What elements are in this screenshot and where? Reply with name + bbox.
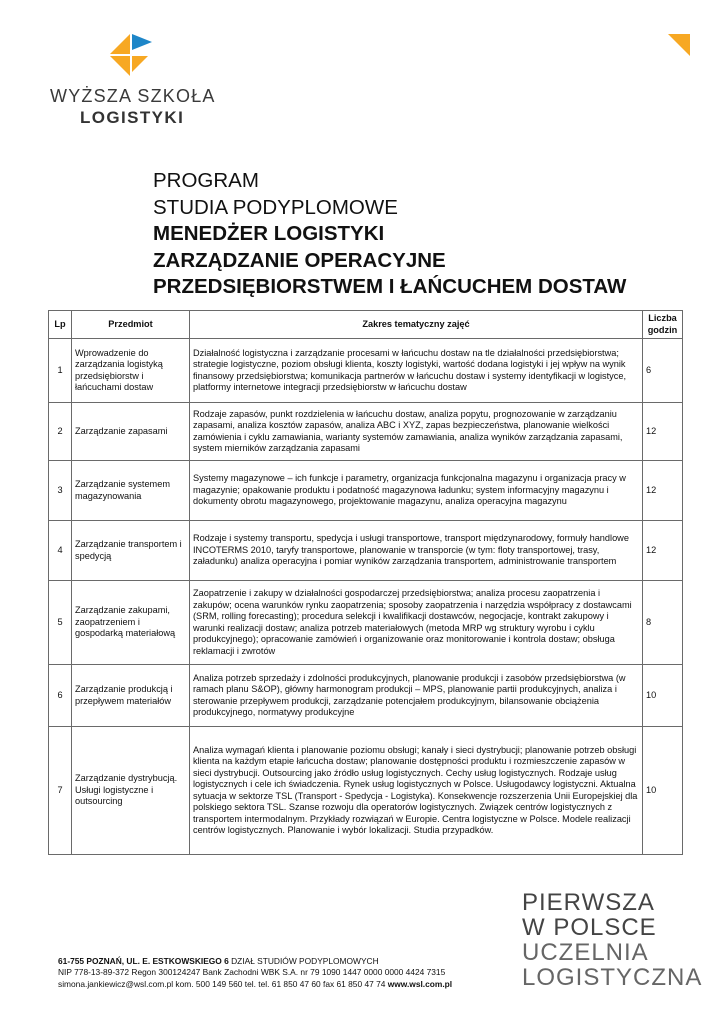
row-lp: 7 bbox=[49, 727, 72, 855]
header-subject: Przedmiot bbox=[72, 311, 190, 339]
footer-contact-numbers: simona.jankiewicz@wsl.com.pl kom. 500 149 560 tel. tel. 61 850 47 60 fax 61 850 47 74 bbox=[58, 978, 388, 989]
row-scope: Działalność logistyczna i zarządzanie procesami w łańcuchu dostaw na tle działalności przedsiębiorstwa; strategie logistyczne, poziom obsługi klienta, koszty logistyki, wartość dodana logistyki i jej wpływ na wynik finansowy przedsiębiorstwa; komunikacja partnerów w łańcuchu dostaw i systemy identyfikacji w logistyce, platformy internetowe integracji przedsiębiorstw w łańcuchu dostaw bbox=[190, 339, 643, 403]
school-logo bbox=[50, 30, 216, 130]
program-title bbox=[153, 168, 693, 301]
title-line-enterprise: PRZEDSIĘBIORSTWEM I ŁAŃCUCHEM DOSTAW bbox=[153, 275, 627, 298]
slogan-line2: W POLSCE bbox=[522, 914, 657, 941]
logo-text-line2: LOGISTYKI bbox=[80, 108, 185, 127]
footer-website-link[interactable]: www.wsl.com.pl bbox=[387, 978, 453, 989]
row-scope: Analiza wymagań klienta i planowanie poziomu obsługi; kanały i sieci dystrybucji; planowanie potrzeb obsługi klienta na każdym etapie łańcucha dostaw; planowanie dostępności produktu i rozmieszczenie zapasów w sieci dystrybucji. Outsourcing jako źródło usług logistycznych. Cechy usług logistycznych. Rodzaje usług logistycznych i cele ich świadczenia. Rynek usług logistycznych w Polsce. Usługodawcy logistyczni. Aktualna sytuacja w sektorze TSL (Transport - Spedycja - Logistyka). Konsekwencje rozszerzenia Unii Europejskiej dla polskiego sektora TSL. Szanse rozwoju dla operatorów logistycznych. Związek centrów logistycznych z transportem intermodalnym. Przykłady rozwiązań w Europie. Centra logistyczne w Polsce. Modele realizacji centrów logistycznych. Planowanie i wybór lokalizacji. Studia przypadków. bbox=[190, 727, 643, 855]
footer-contact bbox=[58, 956, 452, 990]
row-subject: Zarządzanie systemem magazynowania bbox=[72, 461, 190, 521]
row-scope: Zaopatrzenie i zakupy w działalności gospodarczej przedsiębiorstwa; analiza procesu zaopatrzenia i zakupów; ocena warunków rynku zaopatrzenia; sposoby zaopatrzenia i narzędzia współpracy z dostawcami (SRM, rolling forecasting); procedura selekcji i kwalifikacji dostawców, negocjacje, kontrakt zakupowy i warunki realizacji dostaw; analiza potrzeb materiałowych (metoda MRP wg struktury wyrobu i cyklu produkcyjnego); opracowanie zamówień i organizowanie oraz monitorowanie i kontrola dostaw; obsługa reklamacji i zwrotów bbox=[190, 581, 643, 665]
row-subject: Zarządzanie produkcją i przepływem materiałów bbox=[72, 665, 190, 727]
row-scope: Rodzaje i systemy transportu, spedycja i usługi transportowe, transport międzynarodowy, formuły handlowe INCOTERMS 2010, taryfy transportowe, planowanie w transporcie (w tym: floty transportowej, trasy, załadunku) analiza operacyjna i pomiar wyników zarządzania transportem, administrowanie transportem bbox=[190, 521, 643, 581]
row-subject: Wprowadzenie do zarządzania logistyką przedsiębiorstw i łańcuchami dostaw bbox=[72, 339, 190, 403]
slogan bbox=[522, 890, 702, 990]
table-row bbox=[49, 581, 683, 665]
row-hours: 12 bbox=[643, 461, 683, 521]
table-row bbox=[49, 339, 683, 403]
footer-address-bold: 61-755 POZNAŃ, UL. E. ESTKOWSKIEGO 6 bbox=[58, 956, 229, 966]
row-hours: 12 bbox=[643, 403, 683, 461]
table-row bbox=[49, 403, 683, 461]
logo-text-line1: WYŻSZA SZKOŁA bbox=[50, 86, 216, 106]
footer-department: DZIAŁ STUDIÓW PODYPLOMOWYCH bbox=[228, 956, 379, 966]
row-subject: Zarządzanie transportem i spedycją bbox=[72, 521, 190, 581]
row-lp: 3 bbox=[49, 461, 72, 521]
row-hours: 12 bbox=[643, 521, 683, 581]
title-line-manager: MENEDŻER LOGISTYKI bbox=[153, 222, 385, 245]
slogan-line3: UCZELNIA bbox=[522, 939, 649, 966]
syllabus-table bbox=[48, 310, 683, 855]
table-row bbox=[49, 727, 683, 855]
header-hours: Liczba godzin bbox=[643, 311, 683, 339]
title-line-program: PROGRAM bbox=[153, 169, 259, 192]
slogan-line1: PIERWSZA bbox=[522, 889, 655, 916]
header-scope: Zakres tematyczny zajęć bbox=[190, 311, 643, 339]
table-row bbox=[49, 521, 683, 581]
row-scope: Systemy magazynowe – ich funkcje i parametry, organizacja funkcjonalna magazynu i organizacja pracy w magazynie; opakowanie produktu i podatność magazynowa ładunku; system informacyjny magazynu i dokumenty obrotu magazynowego, projektowanie magazynu, analiza operacyjna magazynu bbox=[190, 461, 643, 521]
footer-address bbox=[58, 956, 452, 967]
row-hours: 10 bbox=[643, 727, 683, 855]
header-lp: Lp bbox=[49, 311, 72, 339]
row-lp: 2 bbox=[49, 403, 72, 461]
logo-mark-icon bbox=[102, 32, 158, 80]
row-subject: Zarządzanie zapasami bbox=[72, 403, 190, 461]
table-row bbox=[49, 461, 683, 521]
row-hours: 6 bbox=[643, 339, 683, 403]
title-line-studies: STUDIA PODYPLOMOWE bbox=[153, 195, 398, 219]
title-line-management: ZARZĄDZANIE OPERACYJNE bbox=[153, 248, 446, 272]
table-header-row bbox=[49, 311, 683, 339]
table-row bbox=[49, 665, 683, 727]
slogan-line4: LOGISTYCZNA bbox=[522, 964, 703, 991]
corner-triangle-icon bbox=[668, 34, 692, 58]
row-lp: 1 bbox=[49, 339, 72, 403]
row-lp: 5 bbox=[49, 581, 72, 665]
row-lp: 6 bbox=[49, 665, 72, 727]
row-hours: 10 bbox=[643, 665, 683, 727]
footer-contacts bbox=[58, 979, 452, 990]
row-scope: Analiza potrzeb sprzedaży i zdolności produkcyjnych, planowanie produkcji i zasobów przedsiębiorstwa (w ramach planu S&OP), główny harmonogram produkcji – MPS, planowanie partii produkcyjnych, analiza i sterowanie przepływem produkcji, zarządzanie potencjałem produkcyjnym, bilansowanie obciążenia produkcyjnego, normatywy produkcyjne bbox=[190, 665, 643, 727]
row-lp: 4 bbox=[49, 521, 72, 581]
footer-registration: NIP 778-13-89-372 Regon 300124247 Bank Zachodni WBK S.A. nr 79 1090 1447 0000 0000 4424 7315 bbox=[58, 967, 446, 978]
row-scope: Rodzaje zapasów, punkt rozdzielenia w łańcuchu dostaw, analiza popytu, prognozowanie w zarządzaniu zapasami, analiza kosztów zapasów, analiza ABC i XYZ, zapas bezpieczeństwa, planowanie wielkości zamówienia i cyklu zamawiania, warianty systemów zamawiania, analiza wyników zarządzania zapasami, system mierników zarządzania zapasami bbox=[190, 403, 643, 461]
row-subject: Zarządzanie dystrybucją. Usługi logistyczne i outsourcing bbox=[72, 727, 190, 855]
row-hours: 8 bbox=[643, 581, 683, 665]
row-subject: Zarządzanie zakupami, zaopatrzeniem i gospodarką materiałową bbox=[72, 581, 190, 665]
